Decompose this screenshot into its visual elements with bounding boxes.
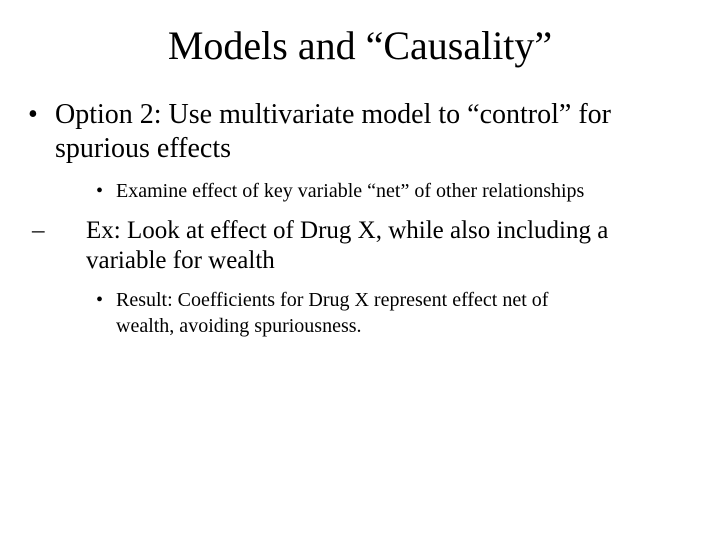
- dash-marker: –: [32, 217, 45, 244]
- bullet-marker: •: [96, 180, 104, 202]
- bullet-text: [116, 287, 548, 339]
- dash-text-line-1: Ex: Look at effect of Drug X, while also including a: [86, 217, 609, 244]
- bullet-text: Examine effect of key variable “net” of other relationships: [116, 180, 585, 202]
- bullet-marker: •: [96, 289, 104, 311]
- slide-title: Models and “Causality”: [167, 23, 553, 68]
- bullet-text-line-2: spurious effects: [55, 133, 231, 164]
- bullet-text-line-1: Option 2: Use multivariate model to “control” for: [55, 99, 611, 130]
- dash-text-line-2: variable for wealth: [86, 247, 275, 274]
- bullet-text: [55, 98, 611, 166]
- bullet-marker: •: [28, 99, 38, 130]
- bullet-text-line-2: wealth, avoiding spuriousness.: [116, 315, 362, 337]
- bullet-text-line-1: Result: Coefficients for Drug X represent effect net of: [116, 289, 549, 311]
- dash-text: [86, 216, 608, 276]
